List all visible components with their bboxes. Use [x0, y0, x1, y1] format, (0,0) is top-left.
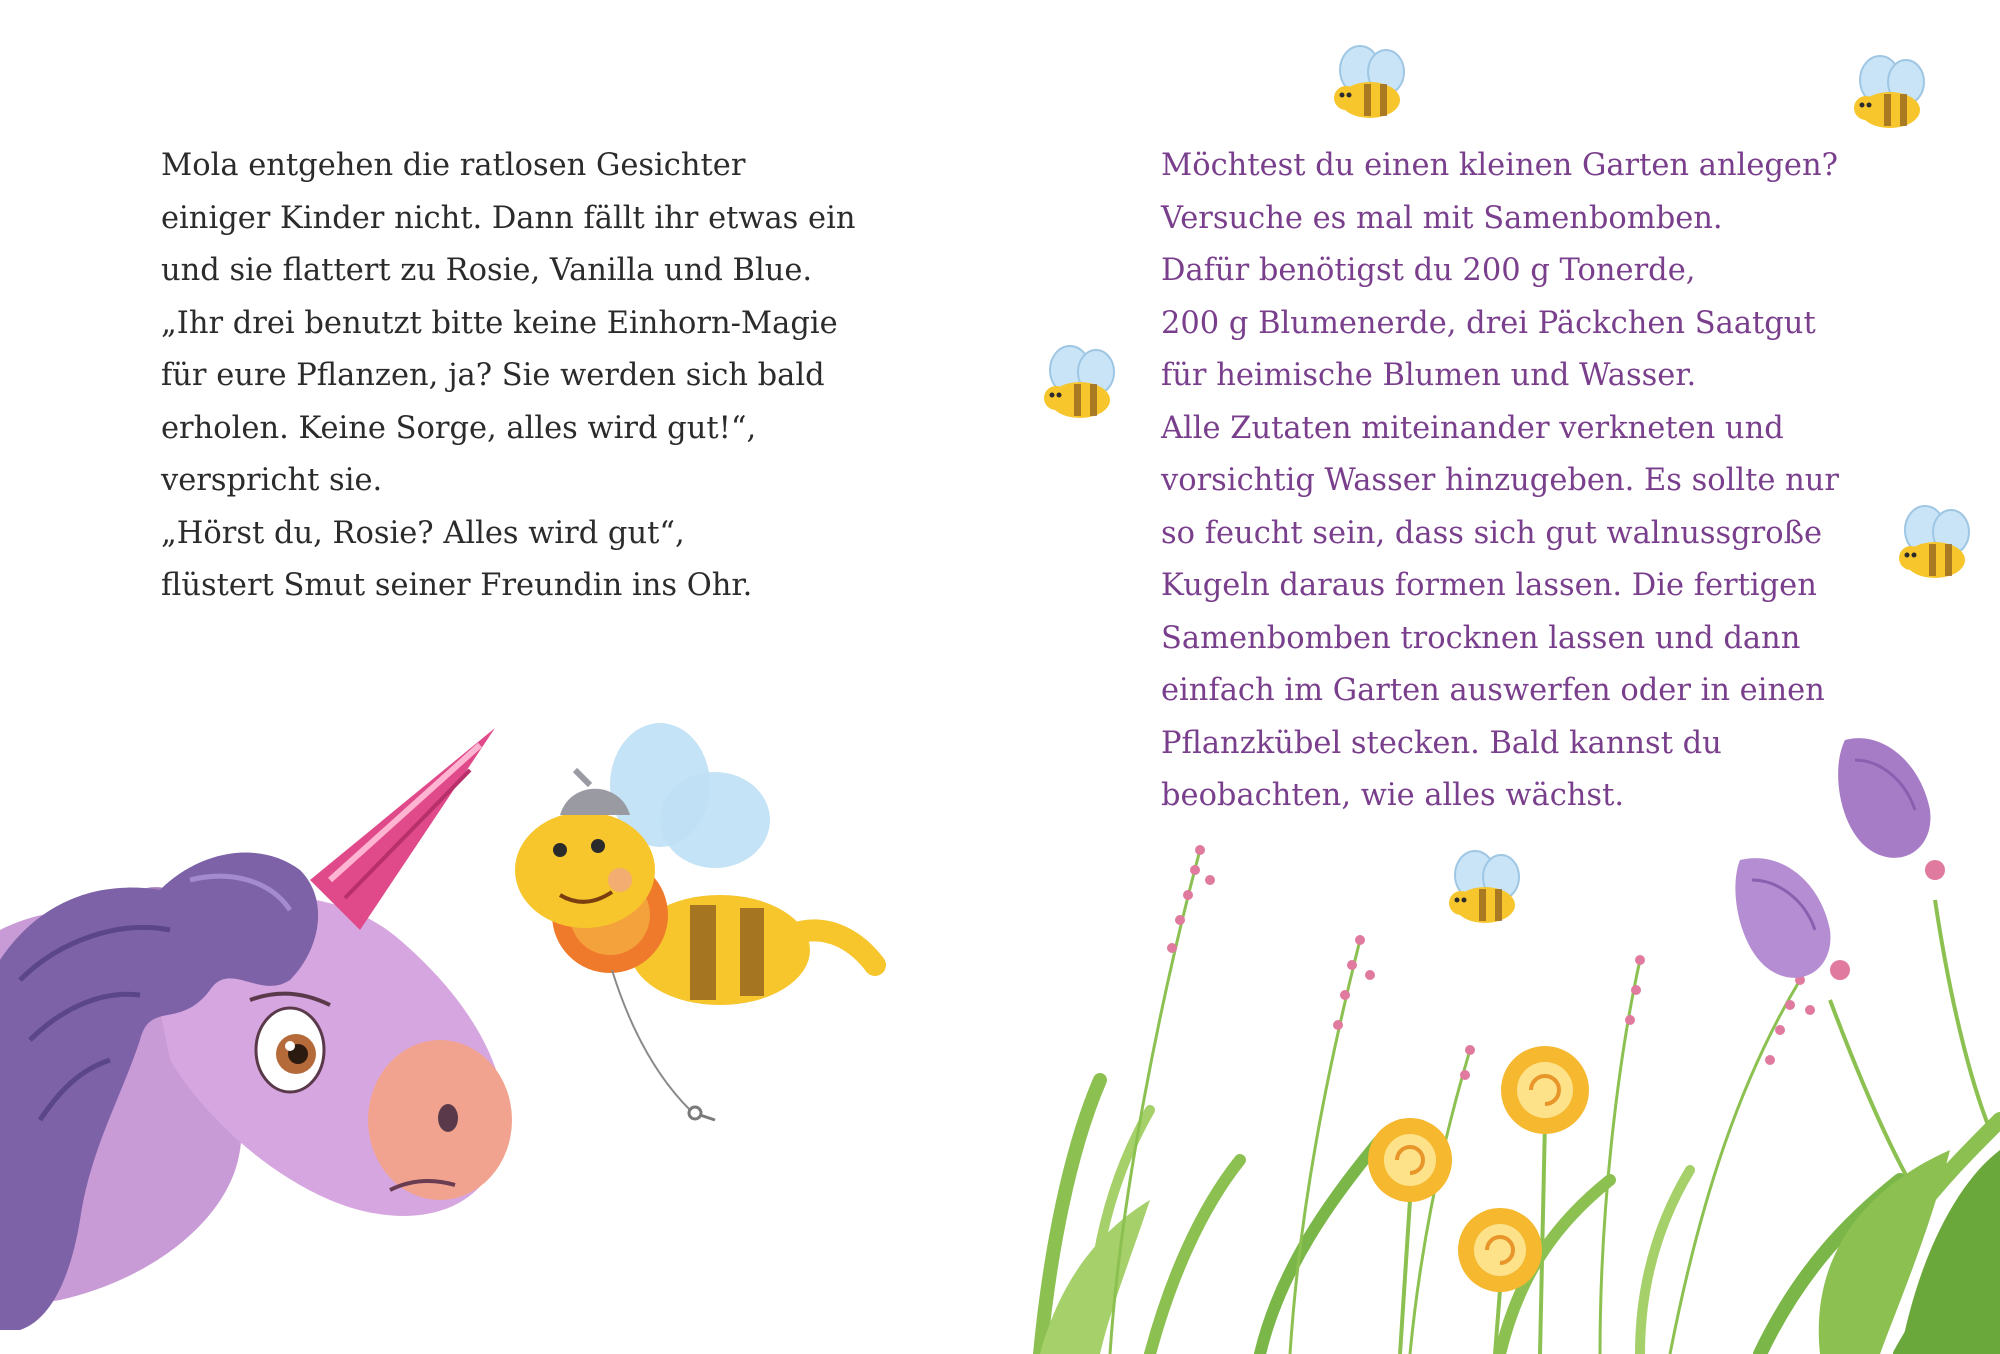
tip-line: vorsichtig Wasser hinzugeben. Es sollte nur — [1161, 463, 1839, 498]
small-bee-icon — [1854, 56, 1924, 128]
purple-bloom — [1735, 858, 1920, 1200]
story-line: für eure Pflanzen, ja? Sie werden sich bald — [161, 358, 825, 393]
small-bee-icon — [1449, 851, 1519, 923]
tip-text — [1161, 140, 1921, 823]
bee-character-illustration — [515, 723, 875, 1120]
story-line: verspricht sie. — [161, 463, 383, 498]
sun-flower — [1368, 1118, 1452, 1354]
story-line: Mola entgehen die ratlosen Gesichter — [161, 148, 746, 183]
tip-line: Alle Zutaten miteinander verkneten und — [1161, 410, 1784, 446]
garden-illustration — [1040, 738, 2000, 1354]
tip-line: beobachten, wie alles wächst. — [1161, 778, 1625, 813]
story-line: und sie flattert zu Rosie, Vanilla und Blue. — [161, 253, 813, 288]
tip-line: einfach im Garten auswerfen oder in einen — [1161, 673, 1825, 708]
tip-line: für heimische Blumen und Wasser. — [1161, 358, 1697, 393]
story-line: „Hörst du, Rosie? Alles wird gut“, — [161, 515, 685, 551]
small-bee-icon — [1044, 346, 1114, 418]
story-line: erholen. Keine Sorge, alles wird gut!“, — [161, 410, 757, 446]
unicorn-illustration — [0, 728, 512, 1330]
tip-line: Möchtest du einen kleinen Garten anlegen? — [1161, 148, 1838, 183]
right-page — [1000, 0, 2000, 1354]
story-line: „Ihr drei benutzt bitte keine Einhorn-Magie — [161, 305, 838, 341]
story-line: einiger Kinder nicht. Dann fällt ihr etwas ein — [161, 200, 856, 236]
tip-line: Dafür benötigst du 200 g Tonerde, — [1161, 253, 1696, 288]
story-text — [161, 140, 921, 613]
tip-line: Pflanzkübel stecken. Bald kannst du — [1161, 725, 1722, 761]
small-bee-icon — [1334, 46, 1404, 118]
tip-line: Kugeln daraus formen lassen. Die fertigen — [1161, 568, 1817, 603]
story-line: flüstert Smut seiner Freundin ins Ohr. — [161, 568, 753, 603]
tip-line: Samenbomben trocknen lassen und dann — [1161, 620, 1801, 656]
tip-line: Versuche es mal mit Samenbomben. — [1161, 200, 1723, 236]
tip-line: so feucht sein, dass sich gut walnussgroße — [1161, 515, 1823, 551]
tip-line: 200 g Blumenerde, drei Päckchen Saatgut — [1161, 305, 1816, 341]
